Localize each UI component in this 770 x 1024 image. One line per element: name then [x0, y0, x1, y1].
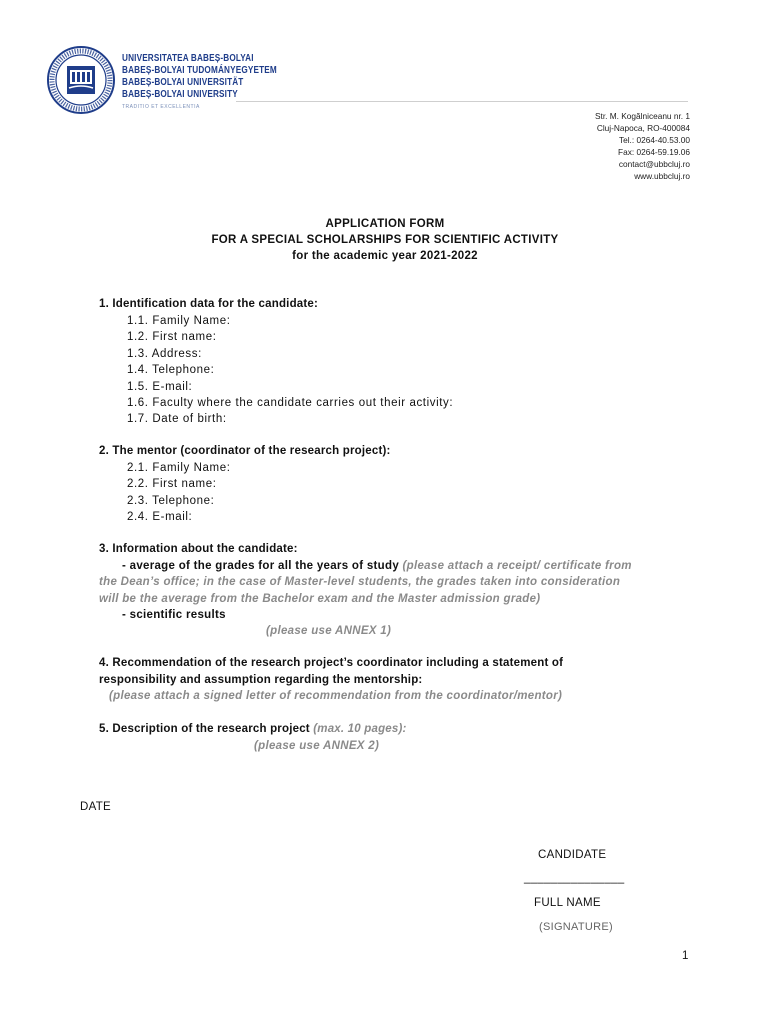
contact-fax: Fax: 0264-59.19.06: [618, 147, 690, 157]
university-name-ro: UNIVERSITATEA BABEȘ-BOLYAI: [122, 52, 254, 64]
field-address: 1.3. Address:: [127, 348, 202, 360]
recommendation-note: (please attach a signed letter of recommendation from the coordinator/mentor): [109, 690, 563, 702]
average-grades-line: [122, 560, 632, 572]
page-number: 1: [682, 950, 689, 962]
form-title: APPLICATION FORM: [325, 218, 445, 230]
section3-heading: 3. Information about the candidate:: [99, 543, 298, 555]
university-name-en: BABEȘ-BOLYAI UNIVERSITY: [122, 88, 238, 100]
university-name-de: BABEȘ-BOLYAI UNIVERSITÄT: [122, 76, 244, 88]
contact-phone: Tel.: 0264-40.53.00: [618, 135, 690, 145]
section5-page-limit: (max. 10 pages):: [313, 723, 407, 735]
average-grades-note: (please attach a receipt/ certificate from: [402, 560, 632, 572]
annex1-note: (please use ANNEX 1): [266, 625, 392, 637]
mentor-telephone: 2.3. Telephone:: [127, 495, 215, 507]
candidate-label: CANDIDATE: [538, 849, 607, 861]
mentor-first-name: 2.2. First name:: [127, 478, 217, 490]
field-family-name: 1.1. Family Name:: [127, 315, 231, 327]
average-grades-note-end: will be the average from the Bachelor exam and the Master admission grade): [99, 593, 541, 605]
field-faculty: 1.6. Faculty where the candidate carries out their activity:: [127, 397, 454, 409]
header-divider: [236, 101, 688, 102]
university-tagline: TRADITIO ET EXCELLENTIA: [122, 104, 200, 110]
field-date-of-birth: 1.7. Date of birth:: [127, 413, 227, 425]
signature-line: _______________: [524, 872, 625, 884]
university-name-hu: BABEȘ-BOLYAI TUDOMÁNYEGYETEM: [122, 64, 277, 76]
contact-city: Cluj-Napoca, RO-400084: [596, 123, 690, 133]
form-subtitle: FOR A SPECIAL SCHOLARSHIPS FOR SCIENTIFIC ACTIVITY: [211, 234, 559, 246]
section4-heading-cont: responsibility and assumption regarding the mentorship:: [99, 674, 423, 686]
date-label: DATE: [80, 801, 112, 813]
field-email: 1.5. E-mail:: [127, 381, 193, 393]
signature-label: (SIGNATURE): [539, 921, 613, 933]
full-name-label: FULL NAME: [534, 897, 601, 909]
contact-email: contact@ubbcluj.ro: [618, 159, 690, 169]
contact-address: Str. M. Kogălniceanu nr. 1: [594, 111, 690, 121]
average-grades-note-cont: the Dean’s office; in the case of Master-level students, the grades taken into consideration: [99, 576, 621, 588]
section2-heading: 2. The mentor (coordinator of the research project):: [99, 445, 391, 457]
scientific-results-label: - scientific results: [122, 609, 226, 621]
section5-heading: [99, 723, 407, 735]
section5-heading-label: 5. Description of the research project: [99, 723, 310, 735]
field-telephone: 1.4. Telephone:: [127, 364, 215, 376]
annex2-note: (please use ANNEX 2): [254, 740, 380, 752]
mentor-email: 2.4. E-mail:: [127, 511, 193, 523]
university-seal-logo: [47, 46, 115, 114]
section1-heading: 1. Identification data for the candidate:: [99, 298, 319, 310]
academic-year: for the academic year 2021-2022: [292, 250, 478, 262]
section4-heading: 4. Recommendation of the research project’s coordinator including a statement of: [99, 657, 564, 669]
contact-website: www.ubbcluj.ro: [634, 171, 690, 181]
field-first-name: 1.2. First name:: [127, 331, 217, 343]
average-grades-label: - average of the grades for all the years of study: [122, 560, 400, 572]
mentor-family-name: 2.1. Family Name:: [127, 462, 231, 474]
